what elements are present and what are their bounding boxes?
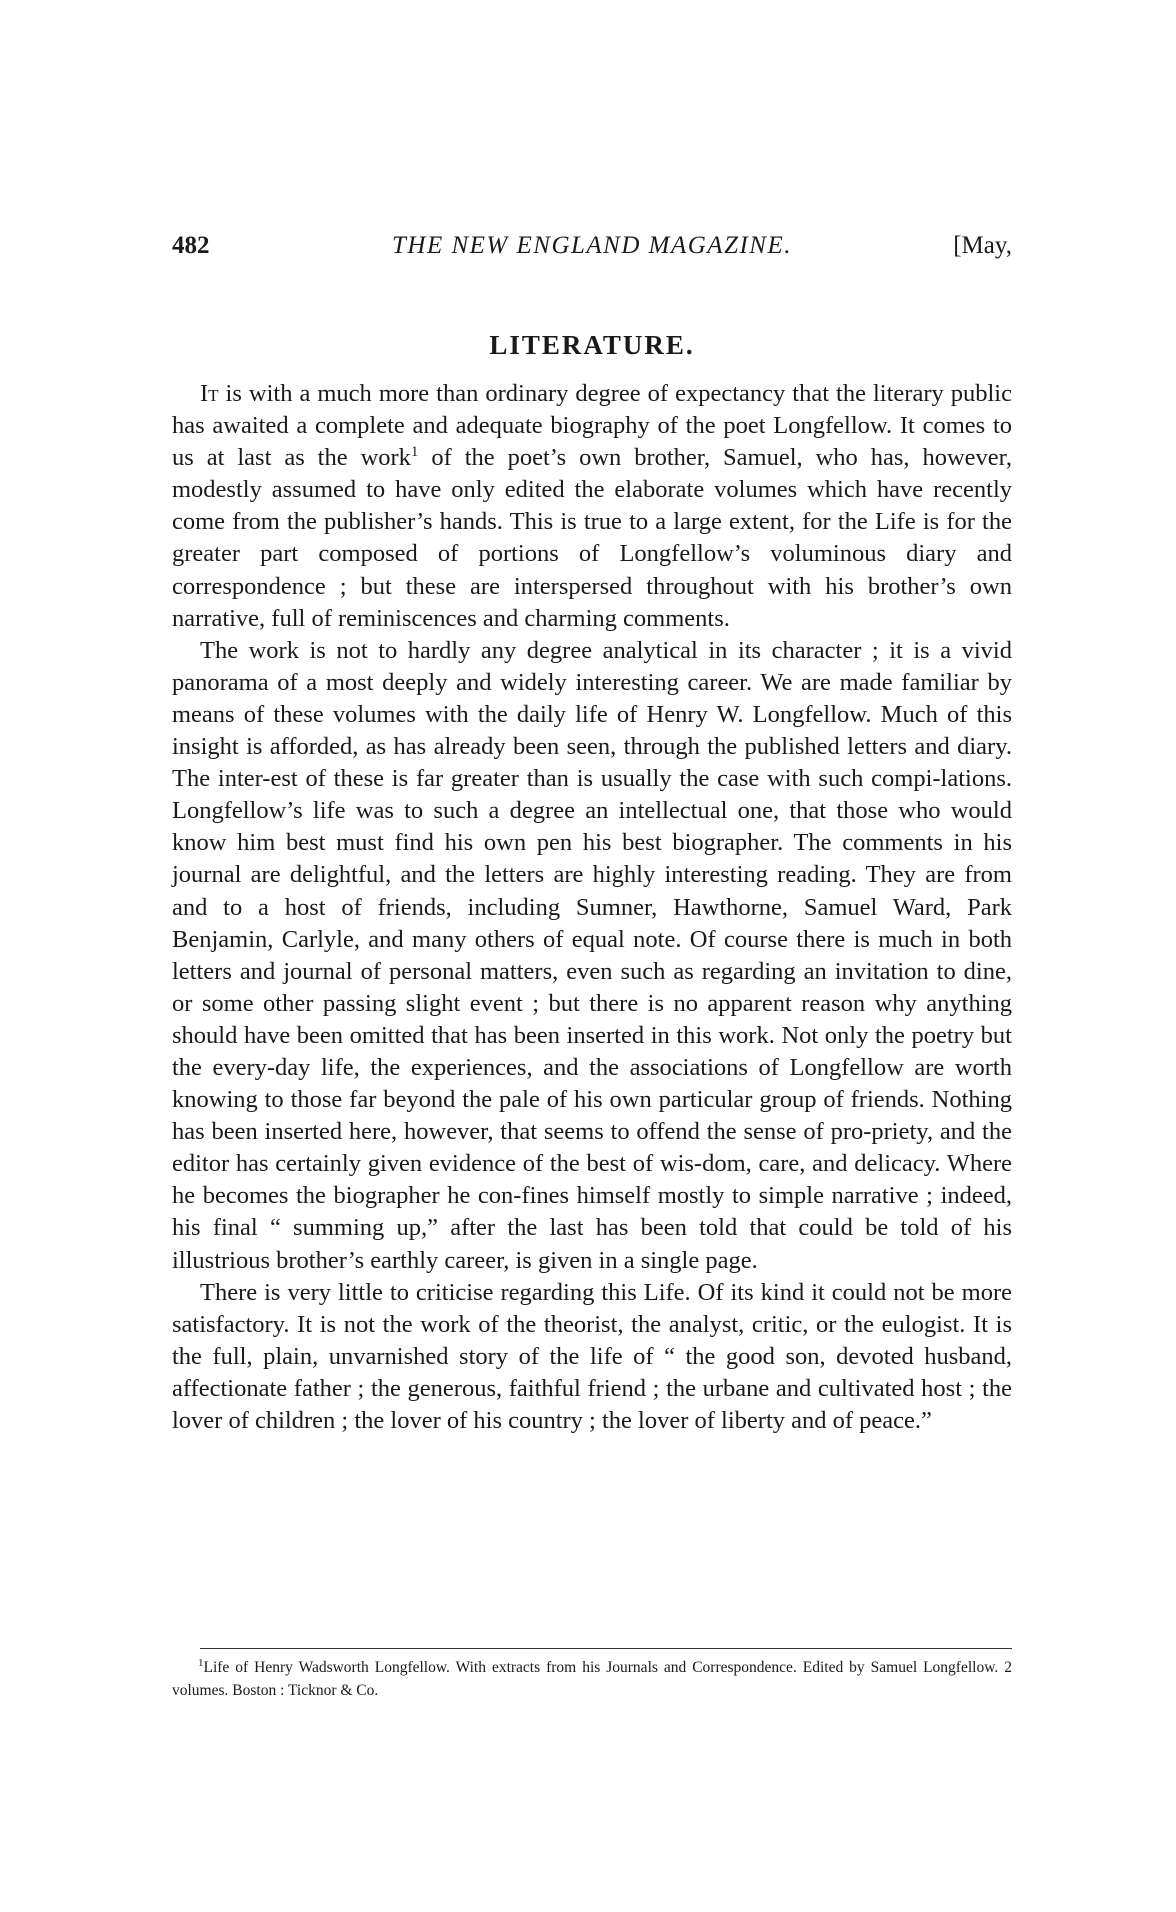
footnote-marker: 1 [198,1656,204,1669]
article-body [172,378,1012,1437]
footnote [172,1656,1012,1702]
footnote-reference: 1 [410,444,419,461]
paragraph-1 [172,378,1012,635]
issue-month: [May, [953,232,1012,259]
paragraph-3: There is very little to criticise regarding this Life. Of its kind it could not be more satisfactory. It is not the work of the theorist, the analyst, critic, or the eulogist. It is the full, plain, unvarnished story of the life of “ the good son, devoted husband, affectionate father ; the generous, faithful friend ; the urbane and cultivated host ; the lover of children ; the lover of his country ; the lover of liberty and of peace.” [172,1278,1012,1434]
running-head [172,232,1012,268]
footnote-text: Life of Henry Wadsworth Longfellow. With extracts from his Journals and Correspondence. Edited by Samuel Longfellow. 2 volumes. Boston : Ticknor & Co. [172,1659,1012,1699]
magazine-page [172,0,1012,1912]
paragraph-1-text-b: of the poet’s own brother, Samuel, who has, however, modestly assumed to have only edited the elaborate volumes which have recently come from the publisher’s hands. This is true to a large extent, for the Life is for the greater part composed of portions of Longfellow’s voluminous diary and correspondence ; but these are interspersed throughout with his brother’s own narrative, full of reminiscences and charming comments. [172,444,1012,632]
section-title: LITERATURE. [489,330,695,360]
opening-word: It [200,380,219,407]
page-number: 482 [172,232,210,259]
paragraph-2: The work is not to hardly any degree analytical in its character ; it is a vivid panorama of a most deeply and widely interesting career. We are made familiar by means of these volumes with the daily life of Henry W. Longfellow. Much of this insight is afforded, as has already been seen, through the published letters and diary. The inter-est of these is far greater than is usually the case with such compi-lations. Longfellow’s life was to such a degree an intellectual one, that those who would know him best must find his own pen his best biographer. The comments in his journal are delightful, and the letters are highly interesting reading. They are from and to a host of friends, including Sumner, Hawthorne, Samuel Ward, Park Benjamin, Carlyle, and many others of equal note. Of course there is much in both letters and journal of personal matters, even such as regarding an invitation to dine, or some other passing slight event ; but there is no apparent reason why anything should have been omitted that has been inserted in this work. Not only the poetry but the every-day life, the experiences, and the associations of Longfellow are worth knowing to those far beyond the pale of his own particular group of friends. Nothing has been inserted here, however, that seems to offend the sense of pro-priety, and the editor has certainly given evidence of the best of wis-dom, care, and delicacy. Where he becomes the biographer he con-fines himself mostly to simple narrative ; indeed, his final “ summing up,” after the last has been told that could be told of his illustrious brother’s earthly career, is given in a single page. [172,636,1012,1274]
paragraph-1-text-a: is with a much more than ordinary degree of expectancy that the literary public has awaited a complete and adequate biography of the poet Longfellow. It comes to us at last as the work [172,380,1012,472]
journal-title: THE NEW ENGLAND MAGAZINE. [392,232,792,259]
footnote-divider [200,1648,1012,1649]
